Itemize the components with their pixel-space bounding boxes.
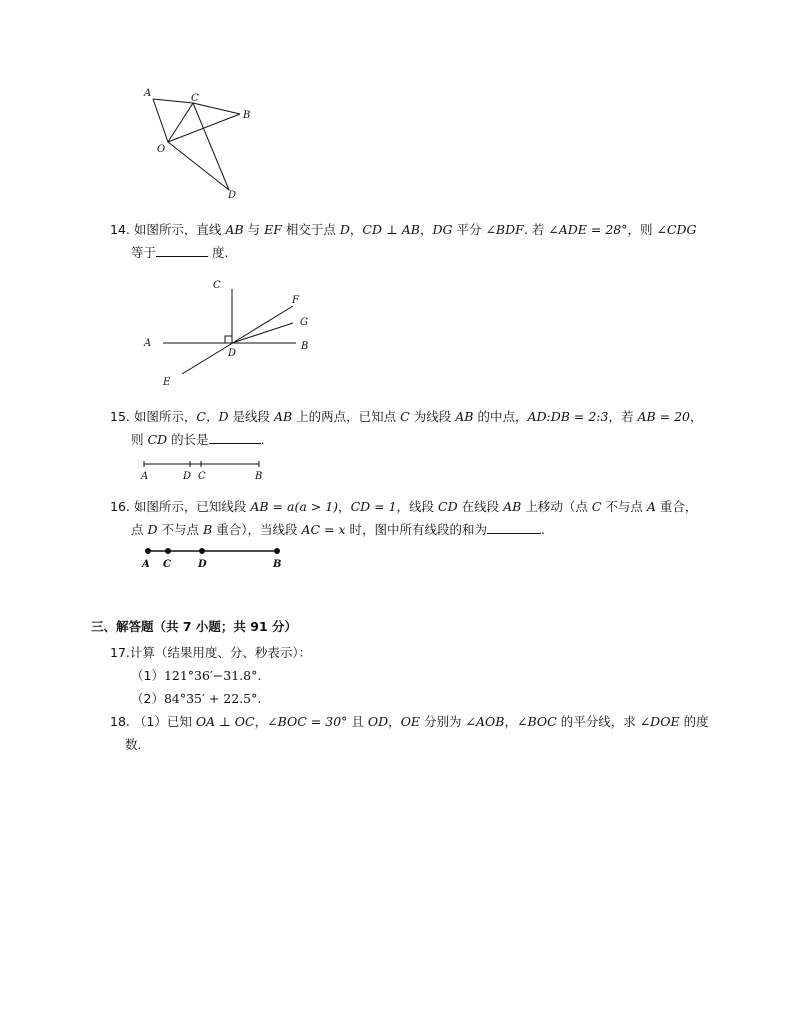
right-angle-mark	[225, 336, 232, 343]
q14-text: ，	[349, 222, 363, 237]
segment-CB	[193, 103, 240, 114]
q16-text: 重合，	[659, 499, 698, 514]
segment-AO	[153, 99, 168, 142]
q15-text: 上的两点，已知点	[296, 409, 397, 424]
label-B: B	[243, 110, 251, 121]
q15-math-AB: AB	[273, 409, 293, 424]
q15-text: ，若	[608, 409, 634, 424]
q14-text: 平分	[456, 222, 482, 237]
q15-text: 如图所示，	[133, 409, 197, 424]
q14-text: . 若	[523, 222, 545, 237]
q14-text: ，则	[627, 222, 653, 237]
q16-line1	[110, 498, 697, 516]
q15-text: .	[260, 432, 265, 447]
q14-number: 14.	[110, 222, 130, 237]
q17-part-label: （2）	[131, 691, 164, 706]
q14-text: 等于	[131, 245, 157, 260]
q18-text: 且	[351, 714, 364, 729]
q15-text: 的长是	[171, 432, 209, 447]
q18-math-OE: OE	[400, 714, 421, 729]
q14-math-EF: EF	[264, 222, 282, 237]
q15-math-AB20: AB = 20	[637, 409, 691, 424]
q18-text: （1）已知	[133, 714, 192, 729]
figure-q14	[140, 276, 330, 392]
label-B: B	[273, 559, 282, 570]
label-A: A	[144, 338, 152, 349]
q15-math-ratio: AD:DB = 2:3	[527, 409, 609, 424]
q16-text: 点	[131, 522, 144, 537]
q16-math-D: D	[147, 522, 158, 537]
q16-math-ABa: AB = a(a > 1)	[250, 499, 339, 514]
label-D: D	[228, 348, 237, 359]
q18-math-BOC: ∠BOC	[517, 714, 557, 729]
q18-line1	[110, 713, 709, 731]
q14-math-CDG: ∠CDG	[656, 222, 697, 237]
q15-line1	[110, 408, 703, 426]
label-C: C	[198, 471, 206, 482]
segment-CD	[193, 103, 229, 190]
q14-math-D: D	[339, 222, 350, 237]
label-C: C	[163, 559, 171, 570]
q18-math-DOE: ∠DOE	[639, 714, 680, 729]
q16-text: 重合），当线段	[216, 522, 298, 537]
label-C: C	[213, 280, 221, 291]
q16-math-CD1: CD = 1	[350, 499, 397, 514]
q16-text: 如图所示，已知线段	[133, 499, 247, 514]
q16-text: 上移动（点	[525, 499, 588, 514]
segment-AC	[153, 99, 193, 103]
q14-math-BDF: ∠BDF	[485, 222, 524, 237]
q18-math-BOC30: ∠BOC = 30°	[267, 714, 348, 729]
segment-OB	[168, 114, 240, 142]
label-D: D	[228, 190, 237, 201]
q18-text: ，	[388, 714, 401, 729]
q18-math-OD: OD	[367, 714, 389, 729]
label-A: A	[142, 559, 150, 570]
q16-text: 时，图中所有线段的和为	[349, 522, 487, 537]
q14-text: 如图所示，直线	[133, 222, 222, 237]
q18-text: 的平分线，求	[560, 714, 636, 729]
q16-text: 不与点	[161, 522, 200, 537]
q14-text: 与	[247, 222, 261, 237]
figure-q15	[136, 456, 266, 484]
q16-text: ，线段	[396, 499, 435, 514]
q17-part1	[131, 667, 261, 685]
point-B	[275, 549, 279, 553]
figure-q16	[138, 542, 288, 572]
q16-text: ，	[338, 499, 351, 514]
label-B: B	[255, 471, 263, 482]
q16-number: 16.	[110, 499, 130, 514]
q16-math-ACx: AC = x	[301, 522, 346, 537]
q15-number: 15.	[110, 409, 130, 424]
q15-text: 为线段	[413, 409, 452, 424]
q14-line2	[131, 244, 228, 262]
label-C: C	[191, 93, 199, 104]
q14-math-perp: CD ⊥ AB	[362, 222, 420, 237]
q18-line2: 数.	[125, 737, 142, 752]
q14-text: 度.	[212, 245, 229, 260]
q18-math-perp: OA ⊥ OC	[195, 714, 255, 729]
q15-math-C: C	[400, 409, 410, 424]
q17-part2	[131, 690, 261, 708]
q18-text: 分别为	[424, 714, 462, 729]
q16-line2	[131, 521, 545, 539]
label-O: O	[157, 144, 166, 155]
label-A: A	[141, 471, 149, 482]
q14-line1	[110, 221, 697, 239]
point-A	[146, 549, 150, 553]
q17-text: 计算（结果用度、分、秒表示）：	[129, 645, 312, 660]
label-G: G	[300, 317, 308, 328]
q18-text: 的度	[683, 714, 709, 729]
q14-text: 相交于点	[285, 222, 336, 237]
q15-text: 的中点，	[477, 409, 528, 424]
label-A: A	[144, 88, 152, 99]
q14-math-DG: DG	[432, 222, 453, 237]
q16-math-C: C	[591, 499, 602, 514]
label-D: D	[198, 559, 207, 570]
q15-math-CD: C，D	[196, 409, 229, 424]
point-C	[166, 549, 170, 553]
q15-text: 是线段	[232, 409, 270, 424]
answer-blank[interactable]	[487, 521, 541, 534]
answer-blank[interactable]	[156, 244, 208, 257]
point-D	[200, 549, 204, 553]
q17-part-label: （1）	[131, 668, 164, 683]
label-D: D	[183, 471, 192, 482]
q15-line2	[131, 431, 265, 449]
q18-number: 18.	[110, 714, 130, 729]
ray-DG	[232, 323, 293, 343]
q17-number: 17.	[110, 645, 130, 660]
line-EF	[182, 306, 293, 374]
q18-text: ，	[504, 714, 517, 729]
q14-math-AB: AB	[225, 222, 244, 237]
q18-text: ，	[254, 714, 268, 729]
q16-text: 不与点	[605, 499, 643, 514]
label-F: F	[292, 295, 299, 306]
section-heading: 三、解答题（共 7 小题；共 91 分）	[91, 619, 298, 634]
q15-text: 则	[131, 432, 144, 447]
q15-math-CD: CD	[147, 432, 168, 447]
q16-math-A: A	[646, 499, 656, 514]
q16-text: 在线段	[461, 499, 500, 514]
q18-math-AOB: ∠AOB	[465, 714, 505, 729]
segment-OD	[168, 142, 229, 190]
q16-text: .	[541, 522, 545, 537]
segment-OC	[168, 103, 193, 142]
label-E: E	[163, 377, 171, 388]
q15-text: ，	[690, 409, 703, 424]
figure-q13	[140, 84, 260, 204]
q14-math-ADE: ∠ADE = 28°	[548, 222, 628, 237]
answer-blank[interactable]	[209, 431, 261, 444]
q17-part-expr: 84°35′ + 22.5°.	[163, 691, 262, 706]
label-B: B	[301, 341, 309, 352]
q16-math-CD: CD	[438, 499, 458, 514]
q15-math-AB: AB	[455, 409, 474, 424]
q14-text: ，	[419, 222, 433, 237]
q17-part-expr: 121°36′−31.8°.	[163, 668, 262, 683]
q16-math-AB: AB	[503, 499, 522, 514]
q16-math-B: B	[203, 522, 213, 537]
q17-stem	[110, 644, 311, 662]
